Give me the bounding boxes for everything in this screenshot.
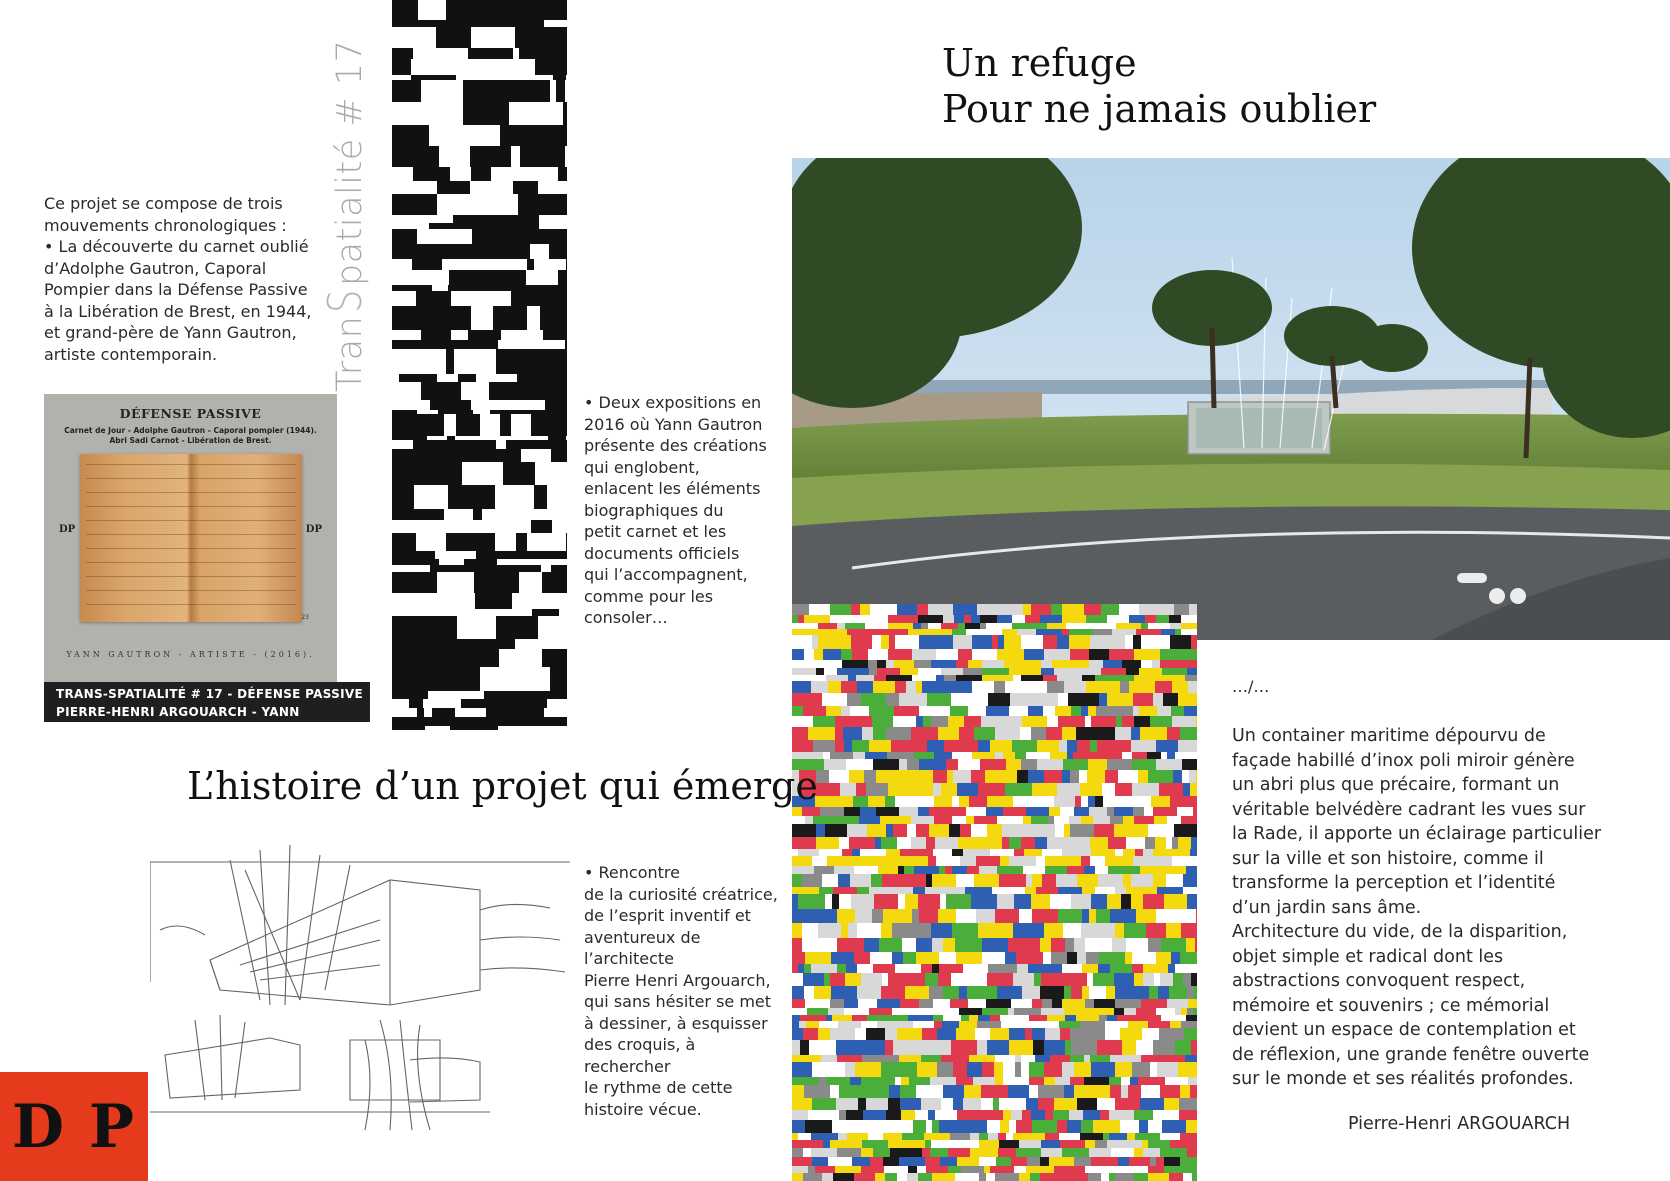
vertical-title-prefix: Tran: [330, 315, 370, 392]
ellipsis-marker: …/…: [1232, 677, 1270, 696]
intro-paragraph: Ce projet se compose de trois mouvements chronologiques : • La découverte du carnet oublié d’Adolphe Gautron, Caporal Pompier dans la Défense Passive à la Libération de Brest, en 1944, et grand-père de Yann Gautron, artiste contemporain.: [44, 194, 312, 364]
bw-glitch-artwork: [392, 0, 567, 730]
notebook-pages: [80, 454, 302, 622]
dp-logo: D P: [0, 1072, 148, 1181]
vertical-title-suffix: patialité # 17: [330, 39, 370, 287]
headline-line2: Pour ne jamais oublier: [942, 87, 1377, 131]
s-glyph-mark: S: [318, 289, 372, 313]
headline: [942, 40, 1376, 132]
caption-bar: TRANS-SPATIALITÉ # 17 - DÉFENSE PASSIVE PIERRE-HENRI ARGOUARCH - YANN GAUTRON.: [44, 682, 370, 722]
notebook-side-label-right: DP: [305, 524, 322, 535]
main-paragraph-2: Architecture du vide, de la disparition, objet simple et radical dont les abstractions convoquent respect, mémoire et souvenirs ; ce mémorial devient un espace de contemplation et de réflexion, une grande fenêtre ouverte sur le monde et ses réalités profondes.: [1232, 922, 1590, 1089]
expositions-paragraph: • Deux expositions en 2016 où Yann Gautron présente des créations qui englobent, enlacent les éléments biographiques du petit carnet et les documents officiels qui l’accompagnent, comme pour les consoler…: [584, 393, 767, 627]
notebook-subtitle: Carnet de Jour - Adolphe Gautron - Caporal pompier (1944). Abri Sadi Carnot - Libération de Brest.: [64, 426, 317, 445]
vertical-title: [318, 40, 372, 392]
notebook-page-number: 23: [301, 614, 309, 621]
notebook-image: [44, 394, 337, 682]
notebook-footer: YANN GAUTRON - ARTISTE - (2016).: [66, 650, 315, 659]
rencontre-paragraph: • Rencontre de la curiosité créatrice, de l’esprit inventif et aventureux de l’architecte Pierre Henri Argouarch, qui sans hésiter se met à dessiner, à esquisser des croquis, à rechercher le rythme de cette histoire vécue.: [584, 863, 778, 1119]
section-title: L’histoire d’un projet qui émerge: [187, 764, 818, 808]
color-glitch-artwork: [792, 604, 1197, 1181]
main-paragraph-1: Un container maritime dépourvu de façade habillé d’inox poli miroir génère un abri plus que précaire, formant un véritable belvédère cadrant les vues sur la Rade, il apporte un éclairage particulier sur la ville et son histoire, comme il transforme la perception et l’identité d’un jardin sans âme.: [1232, 726, 1602, 918]
headline-line1: Un refuge: [942, 41, 1137, 85]
architect-sketch: [150, 840, 570, 1140]
memorial-photo: [792, 158, 1670, 640]
signature: Pierre-Henri ARGOUARCH: [1348, 1114, 1571, 1134]
notebook-title: DÉFENSE PASSIVE: [119, 406, 262, 421]
notebook-side-label-left: DP: [59, 524, 76, 535]
